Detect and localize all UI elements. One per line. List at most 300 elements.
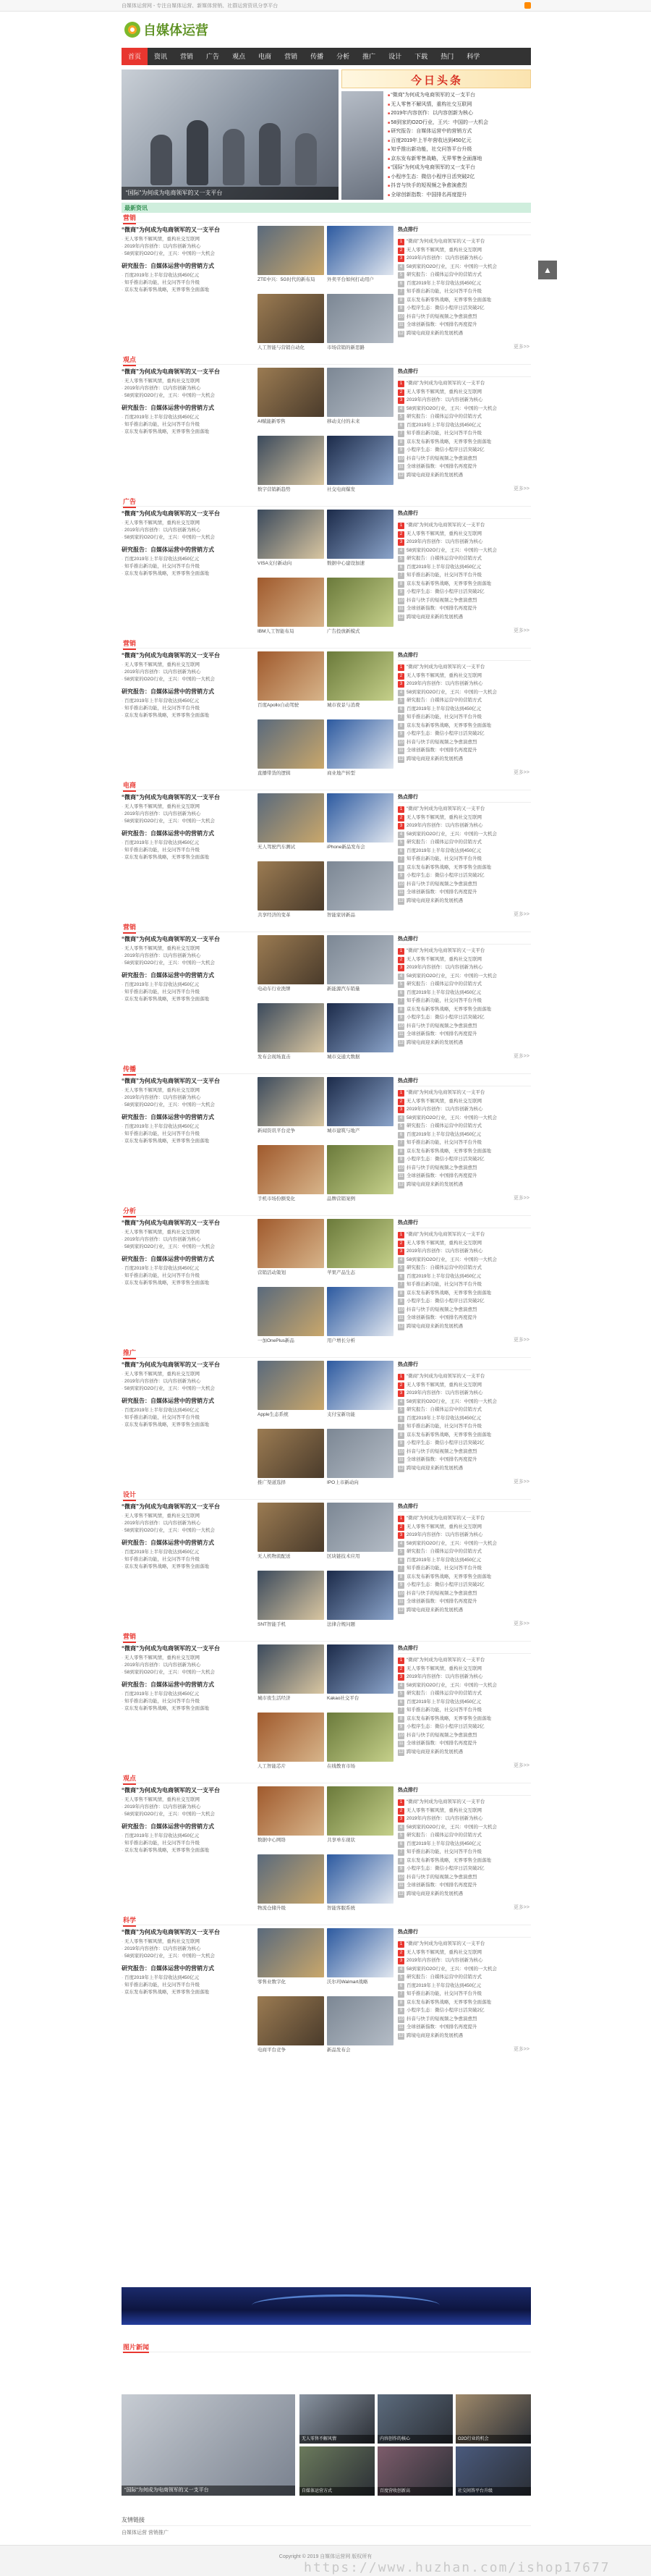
- thumb-caption[interactable]: 广告投放新模式: [327, 629, 360, 634]
- hot-ranking-item[interactable]: [398, 1230, 531, 1239]
- thumb-card[interactable]: [327, 1644, 393, 1710]
- section-news-item[interactable]: · 百度2019年上半年营收达到450亿元: [122, 1549, 255, 1556]
- hero-news-item[interactable]: ■ 无人零售不解风情，重构社交互联网: [388, 101, 531, 110]
- ad-banner[interactable]: [122, 2287, 531, 2325]
- photo-big[interactable]: [122, 2394, 295, 2496]
- thumb-image[interactable]: [258, 719, 324, 769]
- hot-ranking-item[interactable]: [398, 847, 531, 856]
- section-news-item[interactable]: · 京东发布新零售战略，无界零售全面落地: [122, 996, 255, 1003]
- section-title[interactable]: 分析: [123, 1206, 136, 1217]
- hot-ranking-item[interactable]: [398, 1982, 531, 1990]
- section-news-item[interactable]: · 58到家的O2O行业，王兴：中国的一大机会: [122, 1102, 255, 1109]
- hot-ranking-text[interactable]: “微商”为何成为电商领军的又一支平台: [407, 1090, 485, 1095]
- hot-ranking-text[interactable]: “微商”为何成为电商领军的又一支平台: [407, 1516, 485, 1521]
- thumb-card[interactable]: [327, 226, 393, 291]
- hot-ranking-text[interactable]: 京东发布新零售战略，无界零售全面落地: [407, 1857, 491, 1863]
- section-news-item[interactable]: · 2019年内容创作：以内容创新为核心: [122, 1662, 255, 1669]
- hot-ranking-text[interactable]: 58到家的O2O行业，王兴：中国的一大机会: [407, 1540, 497, 1546]
- hot-ranking-item[interactable]: [398, 680, 531, 688]
- thumb-image[interactable]: [258, 510, 324, 559]
- section-headline[interactable]: “微商”为何成为电商领军的又一支平台: [122, 1787, 220, 1794]
- hot-ranking-text[interactable]: 研究报告：自媒体运营中的营销方式: [407, 840, 482, 845]
- section-title[interactable]: 观点: [123, 1773, 136, 1785]
- thumb-caption[interactable]: 沃尔玛Walmart战略: [327, 1980, 368, 1985]
- thumb-image[interactable]: [258, 436, 324, 485]
- thumb-caption[interactable]: 新品发布会: [327, 2048, 351, 2053]
- hot-ranking-item[interactable]: [398, 1573, 531, 1582]
- hot-ranking-item[interactable]: [398, 1422, 531, 1431]
- thumb-card[interactable]: [327, 368, 393, 433]
- section-title[interactable]: 广告: [123, 497, 136, 508]
- hot-ranking-text[interactable]: 研究报告：自媒体运营中的营销方式: [407, 1833, 482, 1838]
- section-news-item[interactable]: · 京东发布新零售战略，无界零售全面落地: [122, 1138, 255, 1145]
- photo-item[interactable]: [378, 2446, 453, 2496]
- section-news-item[interactable]: · 京东发布新零售战略，无界零售全面落地: [122, 1989, 255, 1996]
- hot-ranking-item[interactable]: [398, 1431, 531, 1440]
- hot-ranking-item[interactable]: [398, 1656, 531, 1665]
- hot-ranking-text[interactable]: 知乎推出新功能，社交问答平台升级: [407, 856, 482, 861]
- thumb-image[interactable]: [327, 1713, 393, 1762]
- more-link[interactable]: 更多>>: [513, 1338, 529, 1343]
- section-title[interactable]: 营销: [123, 922, 136, 934]
- hot-ranking-text[interactable]: 小程序生态：微信小程序日活突破2亿: [407, 873, 485, 878]
- thumb-caption[interactable]: 数据中心建设加速: [327, 561, 365, 566]
- section-news-item[interactable]: · 2019年内容创作：以内容创新为核心: [122, 1946, 255, 1953]
- thumb-caption[interactable]: 推广渠道选择: [258, 1480, 286, 1485]
- hot-ranking-text[interactable]: 2019年内容创作：以内容创新为核心: [407, 1958, 483, 1963]
- thumb-image[interactable]: [327, 294, 393, 343]
- hot-ranking-item[interactable]: [398, 1807, 531, 1815]
- thumb-image[interactable]: [327, 226, 393, 275]
- section-title[interactable]: 营销: [123, 213, 136, 224]
- thumb-caption[interactable]: 数字营销新趋势: [258, 487, 291, 492]
- hot-ranking-item[interactable]: [398, 396, 531, 405]
- thumb-card[interactable]: [327, 510, 393, 575]
- thumb-caption[interactable]: 新能源汽车销量: [327, 987, 360, 992]
- hot-ranking-text[interactable]: 无人零售不解风情，重构社交互联网: [407, 1098, 482, 1104]
- section-news-item[interactable]: · 2019年内容创作：以内容创新为核心: [122, 243, 255, 250]
- nav-item[interactable]: 观点: [232, 53, 246, 60]
- hot-ranking-text[interactable]: 小程序生态：微信小程序日活突破2亿: [407, 1724, 485, 1729]
- section-news-item[interactable]: · 知乎推出新功能，社交问答平台升级: [122, 421, 255, 428]
- hot-ranking-item[interactable]: [398, 1439, 531, 1448]
- thumb-caption[interactable]: SNT智能手机: [258, 1622, 286, 1627]
- thumb-caption[interactable]: 人工智能芯片: [258, 1764, 286, 1769]
- hot-ranking-item[interactable]: [398, 1731, 531, 1740]
- thumb-card[interactable]: [327, 861, 393, 926]
- section-headline[interactable]: 研究报告：自媒体运营中的营销方式: [122, 1823, 214, 1830]
- hot-ranking-item[interactable]: [398, 2032, 531, 2040]
- thumb-card[interactable]: [258, 935, 324, 1000]
- hot-ranking-item[interactable]: [398, 1564, 531, 1573]
- hot-ranking-text[interactable]: 抖音与快手的短视频之争愈演愈烈: [407, 1874, 477, 1880]
- thumb-card[interactable]: [258, 578, 324, 643]
- hot-ranking-text[interactable]: “微商”为何成为电商领军的又一支平台: [407, 1657, 485, 1663]
- hot-ranking-text[interactable]: 小程序生态：微信小程序日活突破2亿: [407, 305, 485, 311]
- hot-ranking-text[interactable]: 跨境电商迎来新的发展机遇: [407, 614, 463, 620]
- thumb-caption[interactable]: 城市夜生活经济: [258, 1696, 291, 1701]
- thumb-image[interactable]: [327, 1854, 393, 1904]
- thumb-card[interactable]: [327, 1713, 393, 1778]
- hot-ranking-item[interactable]: [398, 663, 531, 672]
- thumb-image[interactable]: [258, 1644, 324, 1694]
- thumb-caption[interactable]: 苹果产品生态: [327, 1270, 355, 1275]
- hot-ranking-item[interactable]: [398, 1523, 531, 1532]
- hot-ranking-text[interactable]: 研究报告：自媒体运营中的营销方式: [407, 698, 482, 703]
- hot-ranking-item[interactable]: [398, 429, 531, 438]
- thumb-image[interactable]: [327, 368, 393, 417]
- nav-item[interactable]: 推广: [362, 53, 376, 60]
- hot-ranking-text[interactable]: 研究报告：自媒体运营中的营销方式: [407, 1549, 482, 1554]
- hot-ranking-item[interactable]: [398, 438, 531, 447]
- hot-ranking-item[interactable]: [398, 379, 531, 388]
- section-title[interactable]: 观点: [123, 355, 136, 366]
- hot-ranking-item[interactable]: [398, 830, 531, 839]
- hot-ranking-text[interactable]: 百度2019年上半年营收达到450亿元: [407, 1557, 482, 1563]
- hot-ranking-text[interactable]: 百度2019年上半年营收达到450亿元: [407, 1415, 482, 1421]
- hot-ranking-item[interactable]: [398, 1398, 531, 1406]
- hot-ranking-text[interactable]: 抖音与快手的短视频之争愈演愈烈: [407, 1165, 477, 1170]
- thumb-caption[interactable]: 支付宝新功能: [327, 1412, 355, 1417]
- hot-ranking-item[interactable]: [398, 1280, 531, 1289]
- section-title[interactable]: 设计: [123, 1490, 136, 1501]
- section-news-item[interactable]: · 无人零售不解风情，重构社交互联网: [122, 1513, 255, 1520]
- section-news-item[interactable]: · 无人零售不解风情，重构社交互联网: [122, 1371, 255, 1378]
- hot-ranking-item[interactable]: [398, 237, 531, 246]
- thumb-image[interactable]: [258, 1996, 324, 2045]
- thumb-image[interactable]: [258, 368, 324, 417]
- hot-ranking-item[interactable]: [398, 296, 531, 305]
- section-news-item[interactable]: · 京东发布新零售战略，无界零售全面落地: [122, 1422, 255, 1429]
- hot-ranking-item[interactable]: [398, 1815, 531, 1823]
- section-headline[interactable]: 研究报告：自媒体运营中的营销方式: [122, 688, 214, 695]
- hot-ranking-item[interactable]: [398, 838, 531, 847]
- hot-ranking-text[interactable]: 研究报告：自媒体运营中的营销方式: [407, 1123, 482, 1128]
- thumb-card[interactable]: [327, 1996, 393, 2061]
- hot-ranking-text[interactable]: 跨境电商迎来新的发展机遇: [407, 1181, 463, 1187]
- hot-ranking-item[interactable]: [398, 563, 531, 572]
- more-link[interactable]: 更多>>: [513, 912, 529, 917]
- section-headline[interactable]: 研究报告：自媒体运营中的营销方式: [122, 263, 214, 269]
- hot-ranking-text[interactable]: 58到家的O2O行业，王兴：中国的一大机会: [407, 1824, 497, 1830]
- hot-ranking-text[interactable]: 知乎推出新功能，社交问答平台升级: [407, 1849, 482, 1854]
- section-headline[interactable]: “微商”为何成为电商领军的又一支平台: [122, 1645, 220, 1652]
- hot-ranking-item[interactable]: [398, 1739, 531, 1748]
- thumb-caption[interactable]: 品牌营销案例: [327, 1196, 355, 1202]
- hot-ranking-item[interactable]: [398, 1155, 531, 1164]
- hot-ranking-text[interactable]: 2019年内容创作：以内容创新为核心: [407, 1674, 483, 1679]
- hot-ranking-item[interactable]: [398, 1105, 531, 1114]
- hot-ranking-item[interactable]: [398, 1990, 531, 1998]
- hot-ranking-text[interactable]: 58到家的O2O行业，王兴：中国的一大机会: [407, 1966, 497, 1972]
- thumb-caption[interactable]: 无人驾驶汽车测试: [258, 845, 295, 850]
- thumb-card[interactable]: [258, 436, 324, 501]
- section-news-item[interactable]: · 百度2019年上半年营收达到450亿元: [122, 981, 255, 989]
- hot-ranking-item[interactable]: [398, 888, 531, 897]
- thumb-image[interactable]: [258, 1219, 324, 1268]
- hot-ranking-text[interactable]: 2019年内容创作：以内容创新为核心: [407, 1390, 483, 1395]
- photo-item[interactable]: [299, 2446, 375, 2496]
- hero-news-item[interactable]: ■ 研究报告：自媒体运营中的营销方式: [388, 127, 531, 137]
- thumb-card[interactable]: [258, 1503, 324, 1568]
- thumb-caption[interactable]: AI赋能新零售: [258, 419, 286, 424]
- section-headline[interactable]: “微商”为何成为电商领军的又一支平台: [122, 652, 220, 659]
- hot-ranking-text[interactable]: 2019年内容创作：以内容创新为核心: [407, 1249, 483, 1254]
- hot-ranking-item[interactable]: [398, 1665, 531, 1673]
- thumb-image[interactable]: [258, 1003, 324, 1052]
- section-news-item[interactable]: · 京东发布新零售战略，无界零售全面落地: [122, 287, 255, 294]
- thumb-card[interactable]: [327, 578, 393, 643]
- hot-ranking-text[interactable]: 小程序生态：微信小程序日活突破2亿: [407, 1440, 485, 1445]
- hero-news-item[interactable]: ■ “国际”为何成为电商领军的又一支平台: [388, 164, 531, 173]
- section-news-item[interactable]: · 58到家的O2O行业，王兴：中国的一大机会: [122, 534, 255, 541]
- hot-ranking-text[interactable]: 研究报告：自媒体运营中的营销方式: [407, 1407, 482, 1412]
- hot-ranking-item[interactable]: [398, 2023, 531, 2032]
- section-news-item[interactable]: · 无人零售不解风情，重构社交互联网: [122, 1087, 255, 1094]
- photo-item-caption[interactable]: 内容创作的核心: [378, 2435, 453, 2444]
- hot-ranking-text[interactable]: 小程序生态：微信小程序日活突破2亿: [407, 2008, 485, 2013]
- nav-item[interactable]: 首页: [122, 48, 148, 65]
- hot-ranking-text[interactable]: 知乎推出新功能，社交问答平台升级: [407, 1282, 482, 1287]
- hot-ranking-text[interactable]: 2019年内容创作：以内容创新为核心: [407, 681, 483, 686]
- nav-item[interactable]: 营销: [180, 53, 194, 60]
- hot-ranking-text[interactable]: 无人零售不解风情，重构社交互联网: [407, 1524, 482, 1529]
- thumb-caption[interactable]: 城市交通大数据: [327, 1055, 360, 1060]
- hot-ranking-item[interactable]: [398, 863, 531, 872]
- thumb-caption[interactable]: Apple生态系统: [258, 1412, 289, 1417]
- hot-ranking-text[interactable]: 百度2019年上半年营收达到450亿元: [407, 422, 482, 428]
- section-headline[interactable]: “微商”为何成为电商领军的又一支平台: [122, 1929, 220, 1935]
- section-news-item[interactable]: · 2019年内容创作：以内容创新为核心: [122, 669, 255, 676]
- hot-ranking-text[interactable]: 2019年内容创作：以内容创新为核心: [407, 1816, 483, 1821]
- hot-ranking-item[interactable]: [398, 746, 531, 755]
- more-link[interactable]: 更多>>: [513, 770, 529, 775]
- hot-ranking-item[interactable]: [398, 1414, 531, 1423]
- thumb-image[interactable]: [327, 1928, 393, 1977]
- hot-ranking-item[interactable]: [398, 421, 531, 430]
- hot-ranking-item[interactable]: [398, 972, 531, 981]
- hot-ranking-text[interactable]: 抖音与快手的短视频之争愈演愈烈: [407, 2016, 477, 2022]
- hot-ranking-item[interactable]: [398, 1022, 531, 1031]
- section-news-item[interactable]: · 无人零售不解风情，重构社交互联网: [122, 1655, 255, 1662]
- thumb-card[interactable]: [258, 1644, 324, 1710]
- thumb-caption[interactable]: 共享单车现状: [327, 1838, 355, 1843]
- thumb-image[interactable]: [327, 861, 393, 911]
- section-news-item[interactable]: · 58到家的O2O行业，王兴：中国的一大机会: [122, 960, 255, 967]
- hot-ranking-text[interactable]: 58到家的O2O行业，王兴：中国的一大机会: [407, 689, 497, 695]
- hot-ranking-item[interactable]: [398, 1715, 531, 1723]
- hot-ranking-item[interactable]: [398, 989, 531, 997]
- photo-item-caption[interactable]: 社交问答平台升级: [456, 2487, 531, 2496]
- section-headline[interactable]: 研究报告：自媒体运营中的营销方式: [122, 1965, 214, 1972]
- thumb-card[interactable]: [327, 1503, 393, 1568]
- hot-ranking-text[interactable]: 58到家的O2O行业，王兴：中国的一大机会: [407, 973, 497, 979]
- thumb-image[interactable]: [258, 1786, 324, 1836]
- hot-ranking-item[interactable]: [398, 471, 531, 480]
- hot-ranking-text[interactable]: 小程序生态：微信小程序日活突破2亿: [407, 731, 485, 736]
- nav-item[interactable]: 分析: [336, 53, 350, 60]
- section-headline[interactable]: 研究报告：自媒体运营中的营销方式: [122, 1114, 214, 1120]
- thumb-image[interactable]: [327, 436, 393, 485]
- section-news-item[interactable]: · 2019年内容创作：以内容创新为核心: [122, 1236, 255, 1243]
- hot-ranking-text[interactable]: 抖音与快手的短视频之争愈演愈烈: [407, 739, 477, 745]
- thumb-card[interactable]: [258, 1429, 324, 1494]
- hot-ranking-text[interactable]: 抖音与快手的短视频之争愈演愈烈: [407, 455, 477, 461]
- thumb-card[interactable]: [258, 1219, 324, 1284]
- hot-ranking-item[interactable]: [398, 2015, 531, 2024]
- hot-ranking-item[interactable]: [398, 1681, 531, 1690]
- section-headline[interactable]: “微商”为何成为电商领军的又一支平台: [122, 1220, 220, 1226]
- thumb-caption[interactable]: VISA支付新动向: [258, 561, 292, 566]
- hot-ranking-item[interactable]: [398, 405, 531, 413]
- section-news-item[interactable]: · 58到家的O2O行业，王兴：中国的一大机会: [122, 250, 255, 258]
- hot-ranking-text[interactable]: 百度2019年上半年营收达到450亿元: [407, 989, 482, 995]
- hot-ranking-item[interactable]: [398, 254, 531, 263]
- hot-ranking-text[interactable]: 全球创新指数：中国排名再度提升: [407, 322, 477, 327]
- hot-ranking-item[interactable]: [398, 1039, 531, 1047]
- thumb-caption[interactable]: 直播带货的逻辑: [258, 771, 291, 776]
- thumb-card[interactable]: [258, 510, 324, 575]
- nav-item[interactable]: 广告: [206, 53, 220, 60]
- section-news-item[interactable]: · 百度2019年上半年营收达到450亿元: [122, 414, 255, 421]
- thumb-card[interactable]: [327, 793, 393, 858]
- hot-ranking-text[interactable]: 知乎推出新功能，社交问答平台升级: [407, 1140, 482, 1145]
- thumb-image[interactable]: [327, 1003, 393, 1052]
- hot-ranking-text[interactable]: 研究报告：自媒体运营中的营销方式: [407, 272, 482, 277]
- section-news-item[interactable]: · 知乎推出新功能，社交问答平台升级: [122, 989, 255, 996]
- more-link[interactable]: 更多>>: [513, 1621, 529, 1626]
- thumb-image[interactable]: [258, 294, 324, 343]
- hot-ranking-item[interactable]: [398, 705, 531, 714]
- thumb-caption[interactable]: Kakao社交平台: [327, 1696, 359, 1701]
- hot-ranking-item[interactable]: [398, 1256, 531, 1264]
- hot-ranking-text[interactable]: 百度2019年上半年营收达到450亿元: [407, 1273, 482, 1279]
- section-news-item[interactable]: · 无人零售不解风情，重构社交互联网: [122, 1796, 255, 1804]
- hot-ranking-item[interactable]: [398, 1698, 531, 1707]
- hero-side-image[interactable]: [341, 91, 383, 200]
- section-news-item[interactable]: · 58到家的O2O行业，王兴：中国的一大机会: [122, 1953, 255, 1960]
- thumb-card[interactable]: [258, 1854, 324, 1920]
- thumb-caption[interactable]: 在线教育市场: [327, 1764, 355, 1769]
- hot-ranking-item[interactable]: [398, 871, 531, 880]
- hot-ranking-text[interactable]: 小程序生态：微信小程序日活突破2亿: [407, 447, 485, 452]
- section-news-item[interactable]: · 知乎推出新功能，社交问答平台升级: [122, 1982, 255, 1989]
- section-headline[interactable]: “微商”为何成为电商领军的又一支平台: [122, 510, 220, 517]
- hot-ranking-text[interactable]: 京东发布新零售战略，无界零售全面落地: [407, 1432, 491, 1437]
- hot-ranking-text[interactable]: “微商”为何成为电商领军的又一支平台: [407, 1374, 485, 1379]
- section-news-item[interactable]: · 知乎推出新功能，社交问答平台升级: [122, 279, 255, 287]
- thumb-caption[interactable]: iPhone新品发布会: [327, 845, 365, 850]
- thumb-caption[interactable]: 用户增长分析: [327, 1338, 355, 1343]
- hot-ranking-text[interactable]: 研究报告：自媒体运营中的营销方式: [407, 1975, 482, 1980]
- hot-ranking-text[interactable]: 跨境电商迎来新的发展机遇: [407, 472, 463, 478]
- hot-ranking-item[interactable]: [398, 1097, 531, 1106]
- thumb-caption[interactable]: 外卖平台如何打动用户: [327, 277, 374, 282]
- hot-ranking-item[interactable]: [398, 1831, 531, 1840]
- thumb-image[interactable]: [258, 1145, 324, 1194]
- thumb-caption[interactable]: 一加OnePlus新品: [258, 1338, 294, 1343]
- thumb-card[interactable]: [258, 1145, 324, 1210]
- hot-ranking-item[interactable]: [398, 1297, 531, 1306]
- hero-news-item[interactable]: ■ 抖音与快手的短视频之争愈演愈烈: [388, 182, 531, 191]
- hot-ranking-item[interactable]: [398, 997, 531, 1005]
- section-news-item[interactable]: · 京东发布新零售战略，无界零售全面落地: [122, 1847, 255, 1854]
- thumb-image[interactable]: [327, 1077, 393, 1126]
- hot-ranking-item[interactable]: [398, 880, 531, 889]
- thumb-card[interactable]: [258, 1996, 324, 2061]
- thumb-caption[interactable]: 法律合规问题: [327, 1622, 355, 1627]
- hot-ranking-item[interactable]: [398, 1264, 531, 1272]
- thumb-caption[interactable]: 数据中心网络: [258, 1838, 286, 1843]
- section-news-item[interactable]: · 2019年内容创作：以内容创新为核心: [122, 385, 255, 392]
- hot-ranking-item[interactable]: [398, 963, 531, 972]
- section-news-item[interactable]: · 百度2019年上半年营收达到450亿元: [122, 1691, 255, 1698]
- section-headline[interactable]: 研究报告：自媒体运营中的营销方式: [122, 405, 214, 411]
- hot-ranking-item[interactable]: [398, 672, 531, 680]
- photo-item[interactable]: [378, 2394, 453, 2444]
- hot-ranking-text[interactable]: 抖音与快手的短视频之争愈演愈烈: [407, 1306, 477, 1312]
- hot-ranking-text[interactable]: 无人零售不解风情，重构社交互联网: [407, 672, 482, 678]
- hot-ranking-text[interactable]: 无人零售不解风情，重构社交互联网: [407, 1949, 482, 1955]
- hot-ranking-text[interactable]: 无人零售不解风情，重构社交互联网: [407, 1240, 482, 1246]
- hot-ranking-text[interactable]: 无人零售不解风情，重构社交互联网: [407, 956, 482, 962]
- thumb-image[interactable]: [327, 935, 393, 984]
- thumb-image[interactable]: [327, 793, 393, 843]
- hero-news-item[interactable]: ■ 小程序生态：微信小程序日活突破2亿: [388, 173, 531, 182]
- thumb-card[interactable]: [258, 368, 324, 433]
- hot-ranking-text[interactable]: 研究报告：自媒体运营中的营销方式: [407, 1691, 482, 1696]
- hot-ranking-text[interactable]: 跨境电商迎来新的发展机遇: [407, 1039, 463, 1045]
- nav-item[interactable]: 资讯: [154, 53, 168, 60]
- thumb-image[interactable]: [258, 651, 324, 701]
- back-to-top-button[interactable]: ▲: [538, 261, 557, 279]
- hot-ranking-text[interactable]: 全球创新指数：中国排名再度提升: [407, 1599, 477, 1604]
- photo-item-caption[interactable]: 百度营收创新高: [378, 2487, 453, 2496]
- hot-ranking-text[interactable]: “微商”为何成为电商领军的又一支平台: [407, 381, 485, 386]
- more-link[interactable]: 更多>>: [513, 1905, 529, 1910]
- hot-ranking-text[interactable]: 全球创新指数：中国排名再度提升: [407, 2024, 477, 2030]
- thumb-image[interactable]: [327, 651, 393, 701]
- hot-ranking-text[interactable]: 抖音与快手的短视频之争愈演愈烈: [407, 597, 477, 603]
- hot-ranking-item[interactable]: [398, 722, 531, 730]
- section-news-item[interactable]: · 百度2019年上半年营收达到450亿元: [122, 1975, 255, 1982]
- hot-ranking-item[interactable]: [398, 463, 531, 471]
- thumb-caption[interactable]: 人工智能与营销自动化: [258, 345, 305, 350]
- hot-ranking-item[interactable]: [398, 287, 531, 296]
- hot-ranking-item[interactable]: [398, 1689, 531, 1698]
- hot-ranking-item[interactable]: [398, 755, 531, 764]
- hot-ranking-item[interactable]: [398, 1239, 531, 1248]
- thumb-image[interactable]: [258, 793, 324, 843]
- section-news-item[interactable]: · 京东发布新零售战略，无界零售全面落地: [122, 1705, 255, 1713]
- hot-ranking-text[interactable]: 抖音与快手的短视频之争愈演愈烈: [407, 313, 477, 319]
- thumb-card[interactable]: [327, 1003, 393, 1068]
- section-news-item[interactable]: · 无人零售不解风情，重构社交互联网: [122, 1938, 255, 1946]
- hot-ranking-text[interactable]: 2019年内容创作：以内容创新为核心: [407, 1532, 483, 1537]
- section-news-item[interactable]: · 无人零售不解风情，重构社交互联网: [122, 378, 255, 385]
- section-news-item[interactable]: · 无人零售不解风情，重构社交互联网: [122, 803, 255, 811]
- hot-ranking-item[interactable]: [398, 1406, 531, 1414]
- hot-ranking-text[interactable]: 百度2019年上半年营收达到450亿元: [407, 564, 482, 570]
- hot-ranking-text[interactable]: 百度2019年上半年营收达到450亿元: [407, 1841, 482, 1846]
- section-news-item[interactable]: · 百度2019年上半年营收达到450亿元: [122, 1407, 255, 1414]
- section-news-item[interactable]: · 58到家的O2O行业，王兴：中国的一大机会: [122, 1385, 255, 1393]
- nav-item[interactable]: 电商: [258, 53, 272, 60]
- hot-ranking-item[interactable]: [398, 955, 531, 964]
- hot-ranking-text[interactable]: 跨境电商迎来新的发展机遇: [407, 2032, 463, 2038]
- hot-ranking-text[interactable]: 58到家的O2O行业，王兴：中国的一大机会: [407, 405, 497, 411]
- hot-ranking-text[interactable]: 百度2019年上半年营收达到450亿元: [407, 848, 482, 853]
